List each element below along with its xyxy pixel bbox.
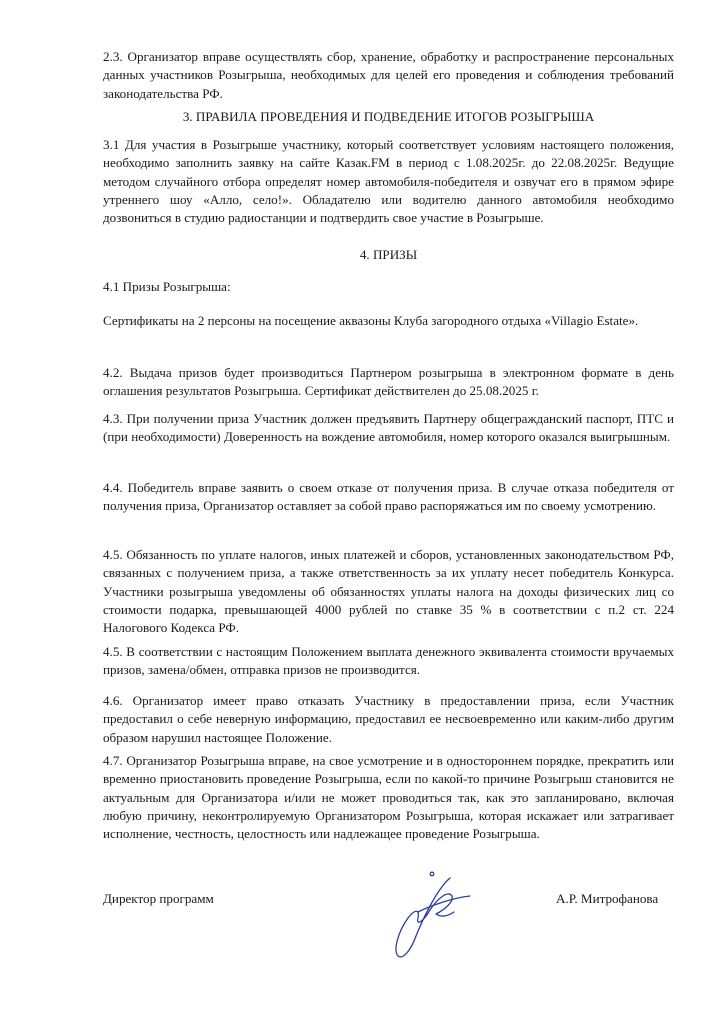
signatory-name: А.Р. Митрофанова bbox=[556, 891, 659, 906]
clause-4-4: 4.4. Победитель вправе заявить о своем отказе от получения приза. В случае отказа победителя от получения приза, Организатор оставляет за собой право распоряжаться им по своему усмотрению. bbox=[103, 480, 674, 514]
clause-4-5-no-exchange: 4.5. В соответствии с настоящим Положением выплата денежного эквивалента стоимости вручаемых призов, замена/обмен, отправка призов не производится. bbox=[103, 644, 674, 678]
clause-3-1: 3.1 Для участия в Розыгрыше участнику, который соответствует условиям настоящего положения, необходимо заполнить заявку на сайте Казак.FM в период с 1.08.2025г. до 22.08.2025г. Ведущие методом случайного отбора определят номер автомобиля-победителя и озвучат его в прямом эфире утреннего шоу «Алло, село!». Обладателю или водителю данного автомобиля необходимо дозвониться в студию радиостанции и подтвердить свое участие в Розыгрыше. bbox=[103, 137, 674, 226]
section-3-heading: 3. ПРАВИЛА ПРОВЕДЕНИЯ И ПОДВЕДЕНИЕ ИТОГОВ РОЗЫГРЫША bbox=[182, 109, 595, 124]
clause-4-5-taxes: 4.5. Обязанность по уплате налогов, иных платежей и сборов, установленных законодательством РФ, связанных с получением приза, а также ответственность за их уплату несет победитель Конкурса. Участники розыгрыша уведомлены об обязанностях уплаты налога на доходы физических лиц со стоимости подарка, превышающей 4000 рублей по ставке 35 % в соответствии с п.2 ст. 224 Налогового Кодекса РФ. bbox=[103, 547, 674, 636]
section-4-heading: 4. ПРИЗЫ bbox=[359, 247, 418, 262]
clause-4-2: 4.2. Выдача призов будет производиться Партнером розыгрыша в электронном формате в день оглашения результатов Розыгрыша. Сертификат действителен до 25.08.2025 г. bbox=[103, 365, 674, 399]
clause-4-7: 4.7. Организатор Розыгрыша вправе, на свое усмотрение и в одностороннем порядке, прекратить или временно приостановить проведение Розыгрыша, если по какой-то причине Розыгрыш становится не актуальным для Организатора и/или не может проводиться так, как это запланировано, включая любую причину, неконтролируемую Организатором Розыгрыша, которая искажает или затрагивает исполнение, честность, целостность или надлежащее проведение Розыгрыша. bbox=[103, 753, 674, 842]
clause-2-3: 2.3. Организатор вправе осуществлять сбор, хранение, обработку и распространение персональных данных участников Розыгрыша, необходимых для целей его проведения и соблюдения требований законодательства РФ. bbox=[103, 49, 674, 101]
prize-description: Сертификаты на 2 персоны на посещение аквазоны Клуба загородного отдыха «Villagio Estate». bbox=[103, 313, 639, 328]
clause-4-6: 4.6. Организатор имеет право отказать Участнику в предоставлении приза, если Участник предоставил о себе неверную информацию, предоставил ее несвоевременно или каким-либо другим образом нарушил настоящее Положение. bbox=[103, 693, 674, 745]
signatory-position: Директор программ bbox=[103, 891, 214, 906]
clause-4-1: 4.1 Призы Розыгрыша: bbox=[103, 279, 231, 294]
clause-4-3: 4.3. При получении приза Участник должен предъявить Партнеру общегражданский паспорт, ПТС и (при необходимости) Доверенность на вождение автомобиля, номер которого оказался выигрышным. bbox=[103, 411, 674, 445]
handwritten-signature bbox=[392, 866, 474, 964]
